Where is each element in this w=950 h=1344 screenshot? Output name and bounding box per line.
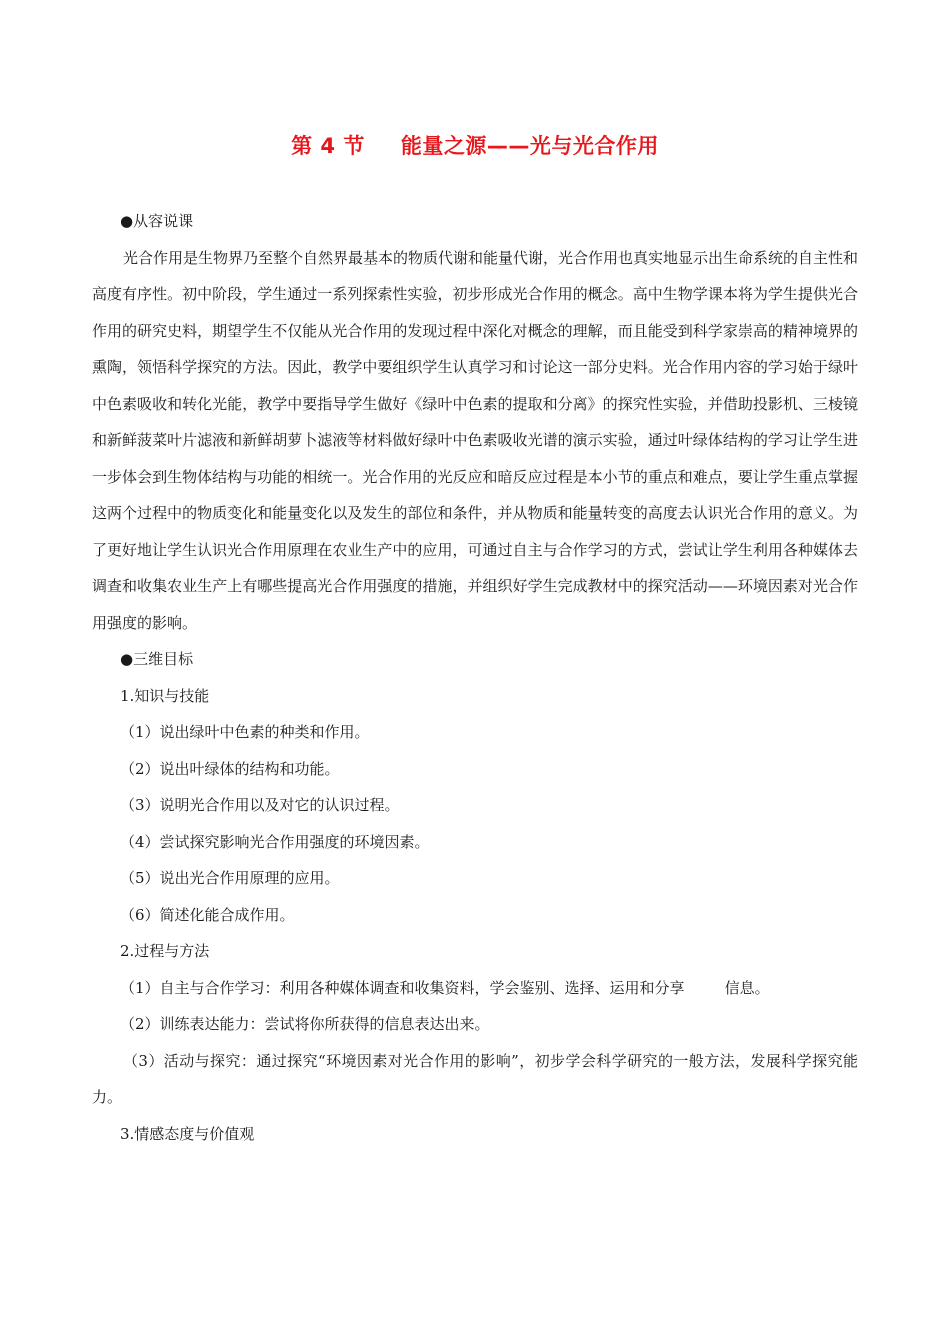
- process-item-2: （2）训练表达能力：尝试将你所获得的信息表达出来。: [120, 1015, 490, 1033]
- process-item-1-text: （1）自主与合作学习：利用各种媒体调查和收集资料，学会鉴别、选择、运用和分享: [120, 978, 685, 997]
- intro-paragraph: 光合作用是生物界乃至整个自然界最基本的物质代谢和能量代谢，光合作用也真实地显示出生命系统的自主性和高度有序性。初中阶段，学生通过一系列探索性实验，初步形成光合作用的概念。高中生物学课本将为学生提供光合作用的研究史料，期望学生不仅能从光合作用的发现过程中深化对概念的理解，而且能受到科学家崇高的精神境界的熏陶，领悟科学探究的方法。因此，教学中要组织学生认真学习和讨论这一部分史料。光合作用内容的学习始于绿叶中色素吸收和转化光能，教学中要指导学生做好《绿叶中色素的提取和分离》的探究性实验，并借助投影机、三棱镜和新鲜菠菜叶片滤液和新鲜胡萝卜滤液等材料做好绿叶中色素吸收光谱的演示实验，通过叶绿体结构的学习让学生进一步体会到生物体结构与功能的相统一。光合作用的光反应和暗反应过程是本小节的重点和难点，要让学生重点掌握这两个过程中的物质变化和能量变化以及发生的部位和条件，并从物质和能量转变的高度去认识光合作用的意义。为了更好地让学生认识光合作用原理在农业生产中的应用，可通过自主与合作学习的方式，尝试让学生利用各种媒体去调查和收集农业生产上有哪些提高光合作用强度的措施，并组织好学生完成教材中的探究活动——环境因素对光合作用强度的影响。: [92, 248, 859, 632]
- page-title: [0, 130, 950, 160]
- document-body: [92, 203, 858, 1152]
- process-item-3: （3）活动与探究：通过探究“环境因素对光合作用的影响”，初步学会科学研究的一般方法，发展科学探究能力。: [92, 1051, 858, 1106]
- section-number: 第 4 节: [291, 134, 365, 158]
- process-label: 2.过程与方法: [120, 942, 210, 960]
- knowledge-item-3: （3）说明光合作用以及对它的认识过程。: [120, 796, 400, 814]
- knowledge-item-5: （5）说出光合作用原理的应用。: [120, 869, 340, 887]
- knowledge-label: 1.知识与技能: [120, 686, 210, 705]
- section-name: 能量之源——光与光合作用: [400, 134, 659, 158]
- knowledge-item-4: （4）尝试探究影响光合作用强度的环境因素。: [120, 832, 430, 851]
- process-item-1: [92, 970, 858, 1007]
- intro-heading: ●从容说课: [120, 212, 194, 230]
- knowledge-item-1: （1）说出绿叶中色素的种类和作用。: [120, 723, 370, 741]
- attitude-label: 3.情感态度与价值观: [120, 1124, 255, 1143]
- knowledge-item-2: （2）说出叶绿体的结构和功能。: [120, 759, 340, 778]
- knowledge-item-6: （6）简述化能合成作用。: [120, 905, 295, 924]
- goals-heading: ●三维目标: [120, 650, 194, 668]
- process-item-1-tail: 信息。: [724, 978, 770, 997]
